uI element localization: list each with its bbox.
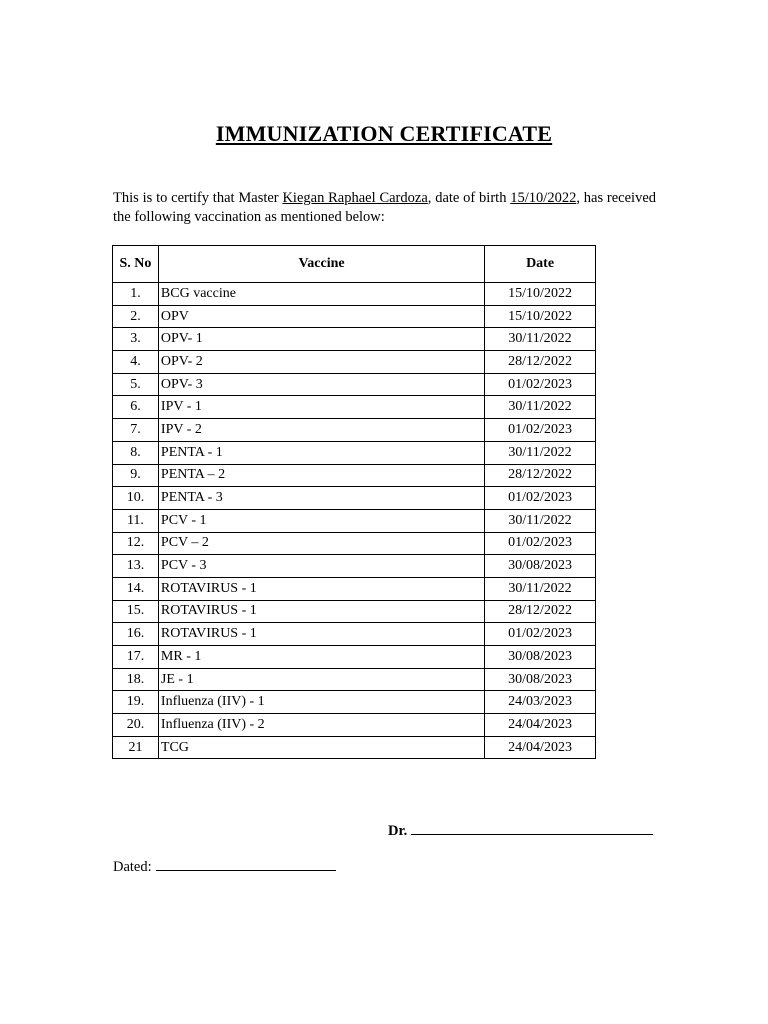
date-cell: 30/08/2023 bbox=[485, 668, 596, 691]
vaccine-cell: ROTAVIRUS - 1 bbox=[158, 623, 484, 646]
date-cell: 24/04/2023 bbox=[485, 714, 596, 737]
date-cell: 01/02/2023 bbox=[485, 623, 596, 646]
date-of-birth: 15/10/2022 bbox=[510, 190, 577, 206]
doctor-label: Dr. bbox=[388, 823, 408, 839]
vaccine-cell: ROTAVIRUS - 1 bbox=[158, 600, 484, 623]
serial-number-cell: 15. bbox=[113, 600, 159, 623]
serial-number-cell: 16. bbox=[113, 623, 159, 646]
doctor-signature-line bbox=[411, 820, 653, 835]
intro-suffix: , has received the following vaccination as mentioned below: bbox=[113, 190, 657, 225]
vaccine-cell: OPV- 1 bbox=[158, 328, 484, 351]
date-cell: 30/08/2023 bbox=[485, 555, 596, 578]
vaccine-cell: JE - 1 bbox=[158, 668, 484, 691]
vaccine-cell: TCG bbox=[158, 736, 484, 759]
dated-label: Dated: bbox=[113, 859, 152, 875]
vaccine-cell: MR - 1 bbox=[158, 646, 484, 669]
table-row bbox=[113, 441, 596, 464]
date-cell: 28/12/2022 bbox=[485, 464, 596, 487]
table-row bbox=[113, 464, 596, 487]
vaccine-cell: BCG vaccine bbox=[158, 283, 484, 306]
serial-number-cell: 6. bbox=[113, 396, 159, 419]
date-cell: 15/10/2022 bbox=[485, 283, 596, 306]
intro-middle: , date of birth bbox=[427, 190, 511, 206]
vaccine-cell: PENTA - 3 bbox=[158, 487, 484, 510]
serial-number-cell: 3. bbox=[113, 328, 159, 351]
serial-number-cell: 17. bbox=[113, 646, 159, 669]
table-row bbox=[113, 373, 596, 396]
serial-number-cell: 10. bbox=[113, 487, 159, 510]
date-cell: 01/02/2023 bbox=[485, 487, 596, 510]
table-row bbox=[113, 623, 596, 646]
table-row bbox=[113, 646, 596, 669]
serial-number-cell: 19. bbox=[113, 691, 159, 714]
serial-number-cell: 7. bbox=[113, 419, 159, 442]
vaccine-cell: PENTA – 2 bbox=[158, 464, 484, 487]
table-row bbox=[113, 577, 596, 600]
table-row bbox=[113, 714, 596, 737]
dated-field bbox=[113, 856, 336, 876]
table-row bbox=[113, 509, 596, 532]
table-header-row bbox=[113, 246, 596, 283]
serial-number-cell: 1. bbox=[113, 283, 159, 306]
date-cell: 01/02/2023 bbox=[485, 373, 596, 396]
vaccine-cell: Influenza (IIV) - 1 bbox=[158, 691, 484, 714]
header-serial-number: S. No bbox=[113, 246, 159, 283]
date-cell: 28/12/2022 bbox=[485, 351, 596, 374]
table-row bbox=[113, 532, 596, 555]
table-row bbox=[113, 600, 596, 623]
date-cell: 15/10/2022 bbox=[485, 305, 596, 328]
vaccine-cell: PCV - 1 bbox=[158, 509, 484, 532]
serial-number-cell: 9. bbox=[113, 464, 159, 487]
serial-number-cell: 2. bbox=[113, 305, 159, 328]
intro-prefix: This is to certify that Master bbox=[113, 190, 283, 206]
header-vaccine: Vaccine bbox=[158, 246, 484, 283]
serial-number-cell: 21 bbox=[113, 736, 159, 759]
date-cell: 01/02/2023 bbox=[485, 419, 596, 442]
doctor-signature bbox=[388, 820, 653, 840]
vaccine-cell: PENTA - 1 bbox=[158, 441, 484, 464]
vaccine-cell: OPV bbox=[158, 305, 484, 328]
vaccine-cell: IPV - 1 bbox=[158, 396, 484, 419]
serial-number-cell: 12. bbox=[113, 532, 159, 555]
vaccine-cell: Influenza (IIV) - 2 bbox=[158, 714, 484, 737]
serial-number-cell: 11. bbox=[113, 509, 159, 532]
table-row bbox=[113, 487, 596, 510]
date-cell: 30/11/2022 bbox=[485, 509, 596, 532]
table-row bbox=[113, 691, 596, 714]
date-cell: 30/08/2023 bbox=[485, 646, 596, 669]
vaccine-cell: ROTAVIRUS - 1 bbox=[158, 577, 484, 600]
date-cell: 28/12/2022 bbox=[485, 600, 596, 623]
table-row bbox=[113, 736, 596, 759]
table-row bbox=[113, 668, 596, 691]
serial-number-cell: 18. bbox=[113, 668, 159, 691]
date-cell: 30/11/2022 bbox=[485, 328, 596, 351]
table-row bbox=[113, 305, 596, 328]
date-cell: 24/03/2023 bbox=[485, 691, 596, 714]
serial-number-cell: 4. bbox=[113, 351, 159, 374]
serial-number-cell: 20. bbox=[113, 714, 159, 737]
serial-number-cell: 13. bbox=[113, 555, 159, 578]
serial-number-cell: 8. bbox=[113, 441, 159, 464]
table-row bbox=[113, 283, 596, 306]
date-cell: 30/11/2022 bbox=[485, 396, 596, 419]
table-row bbox=[113, 419, 596, 442]
date-cell: 24/04/2023 bbox=[485, 736, 596, 759]
date-cell: 30/11/2022 bbox=[485, 441, 596, 464]
vaccine-cell: OPV- 3 bbox=[158, 373, 484, 396]
vaccine-cell: PCV - 3 bbox=[158, 555, 484, 578]
header-date: Date bbox=[485, 246, 596, 283]
table-row bbox=[113, 396, 596, 419]
vaccine-cell: IPV - 2 bbox=[158, 419, 484, 442]
table-row bbox=[113, 555, 596, 578]
intro-paragraph bbox=[113, 189, 656, 227]
vaccination-table bbox=[112, 245, 596, 759]
serial-number-cell: 5. bbox=[113, 373, 159, 396]
date-cell: 30/11/2022 bbox=[485, 577, 596, 600]
patient-name: Kiegan Raphael Cardoza bbox=[282, 190, 428, 206]
certificate-title: IMMUNIZATION CERTIFICATE bbox=[215, 121, 553, 146]
table-row bbox=[113, 351, 596, 374]
table-row bbox=[113, 328, 596, 351]
dated-line bbox=[156, 856, 336, 871]
vaccine-cell: PCV – 2 bbox=[158, 532, 484, 555]
serial-number-cell: 14. bbox=[113, 577, 159, 600]
vaccine-cell: OPV- 2 bbox=[158, 351, 484, 374]
date-cell: 01/02/2023 bbox=[485, 532, 596, 555]
